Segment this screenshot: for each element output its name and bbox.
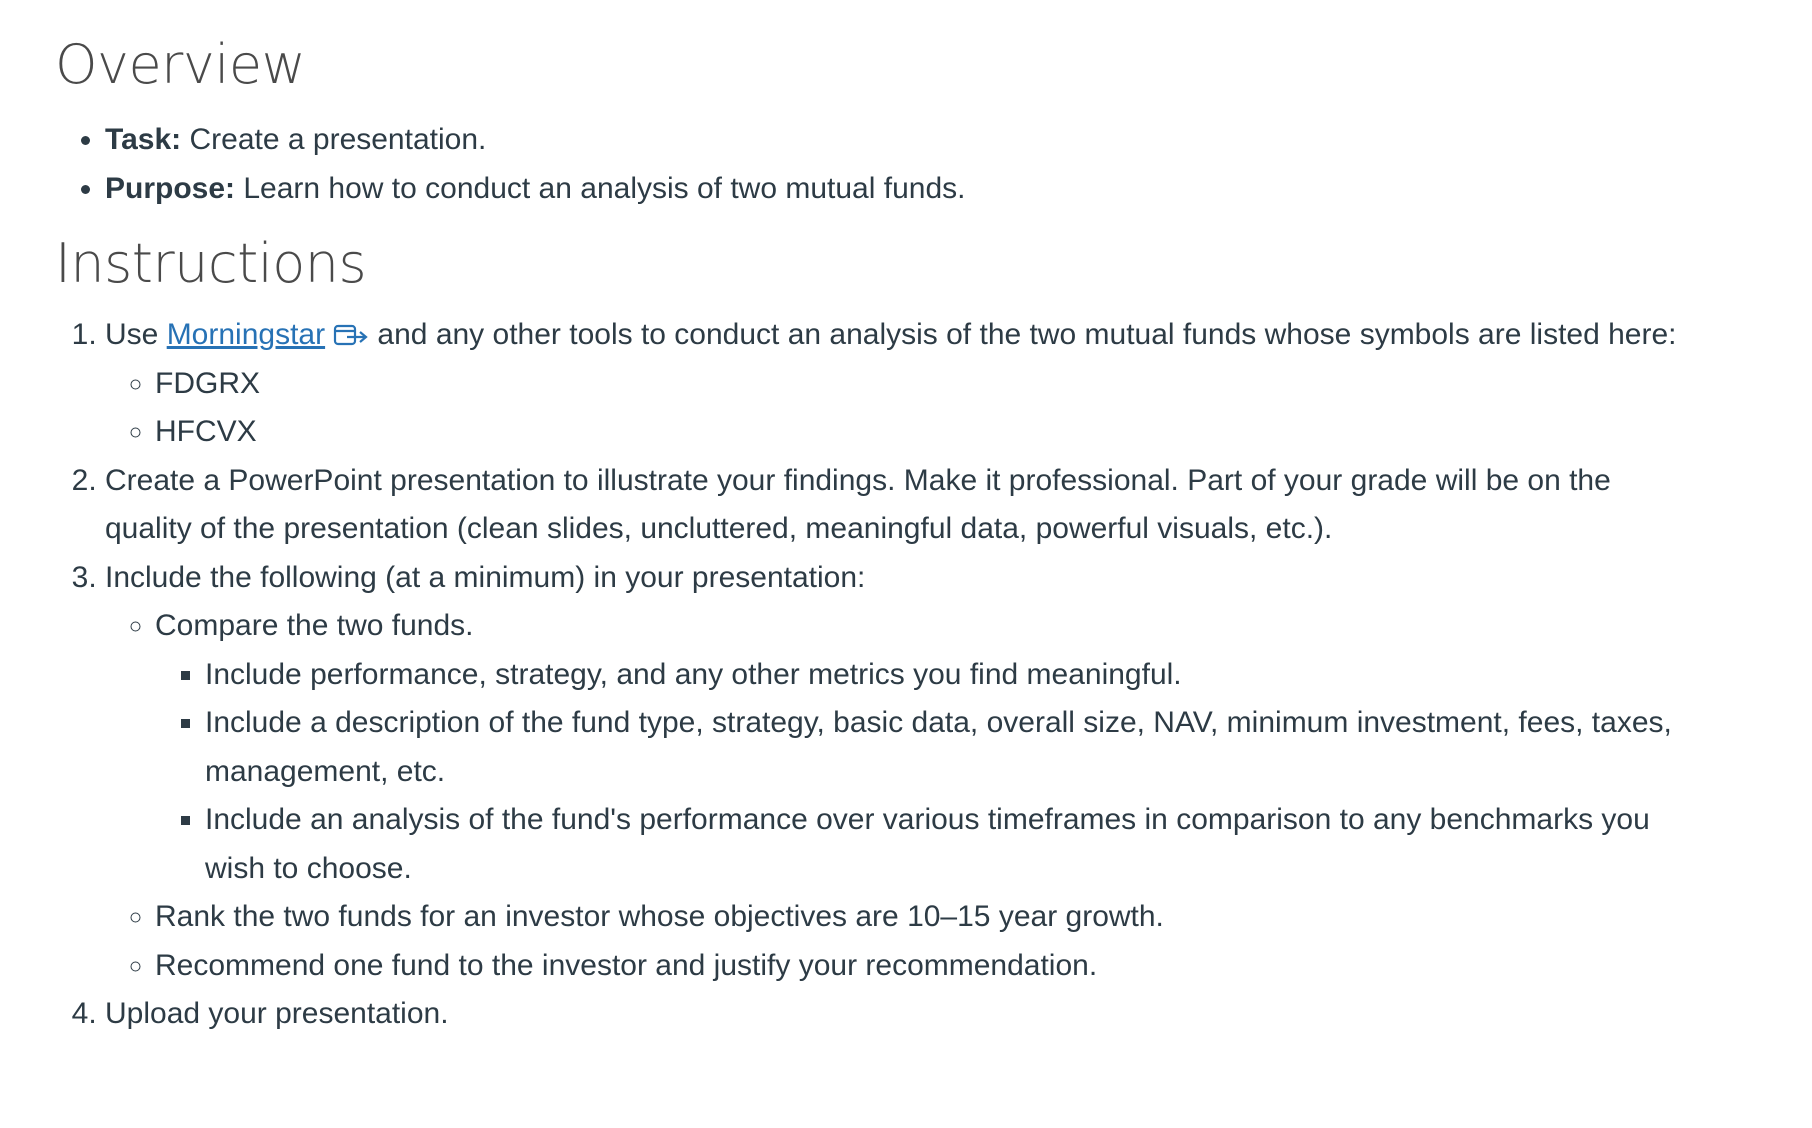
- compare-item: [155, 602, 1695, 893]
- rank-item: ◦ Rank the two funds for an investor whose objectives are 10–15 year growth.: [155, 893, 1695, 942]
- step3-sublist: [105, 602, 1695, 990]
- purpose-label: Purpose:: [105, 171, 236, 205]
- compare-text: Compare the two funds.: [155, 609, 474, 642]
- step3-text: Include the following (at a minimum) in your presentation:: [105, 560, 866, 594]
- instruction-step-3: [105, 554, 1695, 991]
- morningstar-link[interactable]: Morningstar: [166, 318, 326, 351]
- overview-item-task: [105, 116, 1695, 165]
- overview-list: [55, 116, 1695, 213]
- step1-suffix: and any other tools to conduct an analysis of the two mutual funds whose symbols are listed here:: [369, 318, 1677, 351]
- compare-detail: ▪ Include an analysis of the fund's performance over various timeframes in comparison to any benchmarks you wish to choose.: [205, 796, 1695, 893]
- instruction-step-4: 4. Upload your presentation.: [105, 990, 1695, 1039]
- overview-heading: Overview: [55, 33, 306, 96]
- instruction-step-2: 2. Create a PowerPoint presentation to illustrate your findings. Make it professional. Part of your grade will be on the quality of the presentation (clean slides, uncluttered, meaningful data, powerful visuals, etc.).: [105, 457, 1695, 554]
- instructions-list: [55, 311, 1695, 1039]
- instruction-step-1: [105, 311, 1695, 457]
- instructions-heading: Instructions: [55, 232, 367, 295]
- fund-symbol: ◦ FDGRX: [155, 360, 1695, 409]
- compare-detail: ▪ Include performance, strategy, and any other metrics you find meaningful.: [205, 651, 1695, 700]
- compare-detail: ▪ Include a description of the fund type, strategy, basic data, overall size, NAV, minimum investment, fees, taxes, management, etc.: [205, 699, 1695, 796]
- recommend-item: ◦ Recommend one fund to the investor and justify your recommendation.: [155, 942, 1695, 991]
- step1-prefix: Use: [105, 318, 167, 351]
- task-text: Create a presentation.: [181, 123, 487, 156]
- overview-item-purpose: [105, 165, 1695, 214]
- fund-symbols-list: [105, 360, 1695, 457]
- external-link-icon[interactable]: [333, 315, 369, 341]
- task-label: Task:: [105, 123, 182, 156]
- purpose-text: Learn how to conduct an analysis of two mutual funds.: [235, 171, 966, 205]
- compare-details-list: [155, 651, 1695, 894]
- assignment-content: [55, 28, 1695, 1039]
- fund-symbol: ◦ HFCVX: [155, 408, 1695, 457]
